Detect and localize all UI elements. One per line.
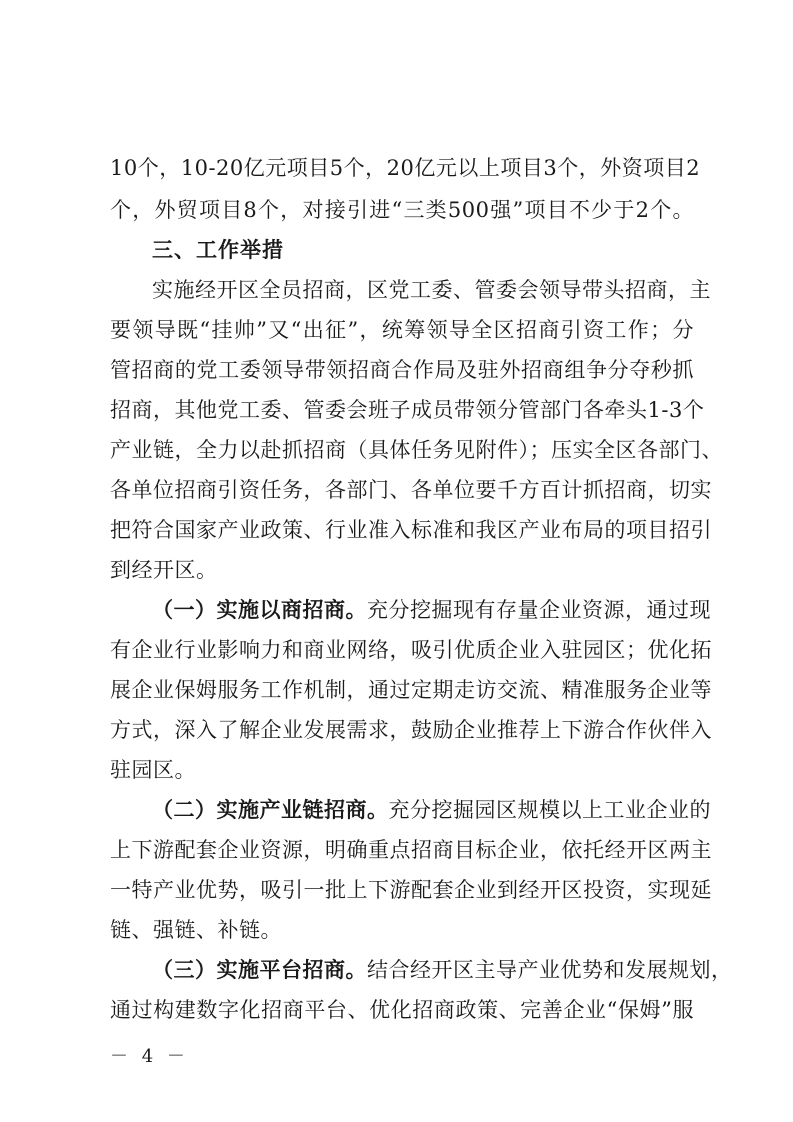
paragraph-line: 一特产业优势，吸引一批上下游配套企业到经开区投资，实现延: [110, 878, 712, 902]
measure-1-first-line-text: 充分挖掘现有存量企业资源，通过现: [367, 598, 711, 622]
measure-2-lead: （二）实施产业链招商。: [152, 798, 389, 822]
measure-3-lead: （三）实施平台招商。: [152, 958, 367, 982]
paragraph-line: 产业链，全力以赴抓招商（具体任务见附件）；压实全区各部门、: [110, 438, 723, 462]
paragraph-line: 链、强链、补链。: [110, 918, 282, 942]
paragraph-line: 通过构建数字化招商平台、优化招商政策、完善企业“保姆”服: [110, 998, 694, 1022]
paragraph-line: 把符合国家产业政策、行业准入标准和我区产业布局的项目招引: [110, 518, 712, 542]
measure-2-first-line: [152, 792, 711, 828]
paragraph-line: 驻园区。: [110, 758, 196, 782]
paragraph-line: 各单位招商引资任务，各部门、各单位要千方百计抓招商，切实: [110, 478, 712, 502]
section-heading: 三、工作举措: [152, 238, 284, 262]
paragraph-line: 到经开区。: [110, 558, 218, 582]
measure-1-first-line: [152, 592, 711, 628]
paragraph-line: 上下游配套企业资源，明确重点招商目标企业，依托经开区两主: [110, 838, 712, 862]
paragraph-line: 要领导既“挂帅”又“出征”，统筹领导全区招商引资工作；分: [110, 318, 694, 342]
measure-2-first-line-text: 充分挖掘园区规模以上工业企业的: [388, 798, 711, 822]
paragraph-line: 方式，深入了解企业发展需求，鼓励企业推荐上下游合作伙伴入: [110, 718, 712, 742]
intro-line-1: 10个，10-20亿元项目5个，20亿元以上项目3个，外资项目2: [110, 156, 701, 180]
paragraph-line: 招商，其他党工委、管委会班子成员带领分管部门各牵头1-3个: [110, 398, 705, 422]
paragraph-line: 实施经开区全员招商，区党工委、管委会领导带头招商，主: [152, 278, 711, 302]
paragraph-line: 展企业保姆服务工作机制，通过定期走访交流、精准服务企业等: [110, 678, 712, 702]
paragraph-line: 有企业行业影响力和商业网络，吸引优质企业入驻园区；优化拓: [110, 638, 712, 662]
intro-line-2: 个，外贸项目8个，对接引进“三类500强”项目不少于2个。: [110, 198, 694, 222]
measure-1-lead: （一）实施以商招商。: [152, 598, 367, 622]
measure-3-first-line: [152, 952, 733, 988]
paragraph-line: 管招商的党工委领导带领招商合作局及驻外招商组争分夺秒抓: [110, 358, 694, 382]
page-number: － 4 －: [110, 1046, 189, 1067]
measure-3-first-line-text: 结合经开区主导产业优势和发展规划，: [367, 958, 733, 982]
